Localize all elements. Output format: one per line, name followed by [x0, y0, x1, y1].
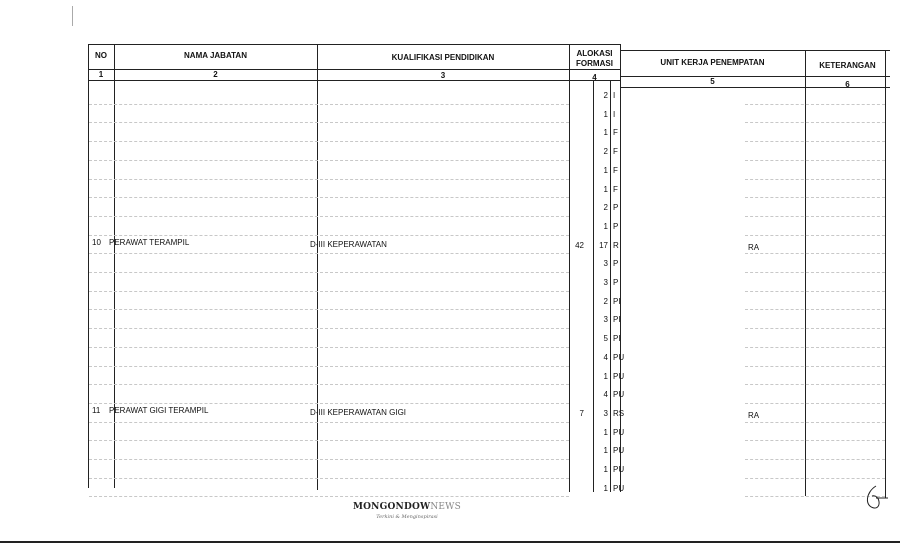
alokasi-count: 1 [603, 465, 608, 474]
watermark-brand-bold: MONGONDOW [352, 502, 431, 512]
table-top-border-left [88, 44, 620, 45]
unit-kerja-cell: F [613, 165, 618, 175]
colnum-3: 3 [440, 71, 446, 80]
watermark-brand-light: NEWS [430, 502, 461, 512]
row-rule-unit [745, 291, 885, 292]
alokasi-count: 2 [603, 203, 608, 213]
bottom-rule [0, 541, 900, 543]
row-rule [89, 122, 569, 123]
nama-jabatan-cell: PERAWAT GIGI TERAMPIL [109, 405, 209, 415]
row-rule [89, 366, 569, 367]
row-rule-unit [745, 366, 885, 367]
row-rule [89, 422, 569, 423]
row-rule-unit [745, 141, 885, 142]
alokasi-count: 1 [603, 109, 608, 119]
unit-kerja-fragment: RA [748, 242, 760, 252]
row-rule-unit [745, 235, 885, 236]
col-border-kualifikasi [569, 44, 570, 492]
row-rule-unit [745, 104, 885, 105]
signature-mark [862, 484, 890, 514]
header-no: NO [95, 51, 107, 60]
alokasi-count: 2 [603, 147, 608, 157]
col-border-count [610, 80, 611, 492]
row-rule-unit [745, 478, 885, 479]
row-rule [89, 291, 569, 292]
row-rule-unit [745, 253, 885, 254]
header-alokasi-1: ALOKASI [576, 49, 613, 58]
col-border-jabatan [317, 44, 318, 490]
row-rule-unit [745, 328, 885, 329]
unit-kerja-cell: PI [613, 315, 621, 325]
row-rule-unit [745, 403, 885, 404]
row-rule-unit [745, 197, 885, 198]
unit-kerja-cell: F [613, 147, 618, 157]
row-rule-unit [745, 440, 885, 441]
row-rule-unit [745, 179, 885, 180]
row-rule [89, 197, 569, 198]
row-rule [89, 478, 569, 479]
colnum-divider [88, 80, 620, 81]
alokasi-count: 2 [603, 91, 608, 100]
unit-kerja-cell: PU [613, 371, 625, 381]
colnum-5: 5 [710, 77, 715, 86]
unit-kerja-cell: PU [613, 352, 625, 362]
row-rule [89, 496, 569, 497]
watermark-logo [352, 502, 462, 520]
unit-kerja-cell: P [613, 278, 619, 287]
watermark-brand [352, 502, 462, 512]
unit-kerja-cell: P [613, 203, 619, 213]
unit-kerja-cell: R [613, 240, 619, 250]
row-rule [89, 216, 569, 217]
colnum-1: 1 [98, 70, 104, 79]
unit-kerja-cell: I [613, 109, 616, 119]
row-rule-unit [745, 216, 885, 217]
row-rule [89, 179, 569, 180]
row-rule [89, 347, 569, 348]
header-alokasi-2: FORMASI [576, 59, 613, 68]
row-number: 11 [92, 405, 101, 415]
unit-kerja-fragment: RA [748, 410, 760, 420]
alokasi-count: 3 [603, 315, 608, 325]
alokasi-count: 1 [603, 184, 608, 194]
row-rule [89, 141, 569, 142]
alokasi-count: 1 [603, 446, 608, 456]
row-rule-unit [745, 384, 885, 385]
unit-kerja-cell: PU [613, 465, 625, 474]
unit-kerja-cell: P [613, 221, 619, 231]
row-rule-unit [745, 160, 885, 161]
alokasi-count: 4 [603, 352, 608, 362]
colnum-4: 4 [592, 73, 597, 82]
table-top-border-right [620, 50, 890, 51]
row-rule-unit [745, 347, 885, 348]
alokasi-count: 3 [603, 278, 608, 287]
row-rule [89, 253, 569, 254]
unit-kerja-cell: PU [613, 427, 625, 437]
alokasi-count: 3 [603, 259, 608, 269]
alokasi-count: 2 [603, 296, 608, 306]
row-rule [89, 328, 569, 329]
alokasi-count: 1 [603, 221, 608, 231]
row-rule [89, 403, 569, 404]
row-rule-unit [745, 272, 885, 273]
alokasi-count: 1 [603, 128, 608, 138]
row-rule-unit [745, 422, 885, 423]
alokasi-count: 1 [603, 427, 608, 437]
alokasi-count: 5 [603, 334, 608, 344]
colnum-2: 2 [213, 70, 218, 79]
alokasi-count: 4 [603, 390, 608, 400]
colnum-6: 6 [845, 80, 850, 89]
kualifikasi-cell: D-III KEPERAWATAN [310, 239, 387, 249]
alokasi-count: 1 [603, 483, 608, 493]
alokasi-count: 17 [599, 240, 608, 250]
alokasi-count: 3 [603, 408, 608, 418]
margin-mark [72, 6, 73, 26]
kualifikasi-cell: D-III KEPERAWATAN GIGI [310, 407, 407, 417]
row-rule [89, 440, 569, 441]
unit-kerja-cell: P [613, 259, 619, 269]
unit-kerja-cell: PI [613, 334, 621, 344]
row-rule [89, 309, 569, 310]
row-number: 10 [92, 237, 101, 247]
header-nama-jabatan: NAMA JABATAN [184, 51, 247, 60]
alokasi-count: 1 [603, 165, 608, 175]
row-rule [89, 459, 569, 460]
watermark-tagline: Terkini & Menginspirasi [376, 514, 438, 520]
row-rule [89, 384, 569, 385]
header-unit-kerja: UNIT KERJA PENEMPATAN [660, 58, 765, 67]
row-rule [89, 160, 569, 161]
alokasi-total: 7 [579, 408, 584, 418]
header-keterangan: KETERANGAN [819, 61, 876, 70]
row-rule-unit [745, 122, 885, 123]
alokasi-count: 1 [603, 371, 608, 381]
row-rule [89, 235, 569, 236]
row-rule-unit [745, 309, 885, 310]
unit-kerja-cell: RS [613, 408, 625, 418]
unit-kerja-cell: PU [613, 483, 625, 493]
unit-kerja-cell: PI [613, 296, 621, 306]
row-rule-unit [745, 459, 885, 460]
unit-kerja-cell: F [613, 184, 618, 194]
header-kualifikasi: KUALIFIKASI PENDIDIKAN [391, 53, 495, 62]
row-rule [89, 104, 569, 105]
nama-jabatan-cell: PERAWAT TERAMPIL [109, 237, 190, 247]
unit-kerja-cell: F [613, 128, 618, 138]
alokasi-total: 42 [575, 240, 584, 250]
unit-kerja-cell: PU [613, 390, 625, 400]
unit-kerja-cell: I [613, 91, 616, 100]
unit-kerja-cell: PU [613, 446, 625, 456]
row-rule [89, 272, 569, 273]
col-border-unit [805, 50, 806, 496]
col-border-right [885, 50, 886, 498]
